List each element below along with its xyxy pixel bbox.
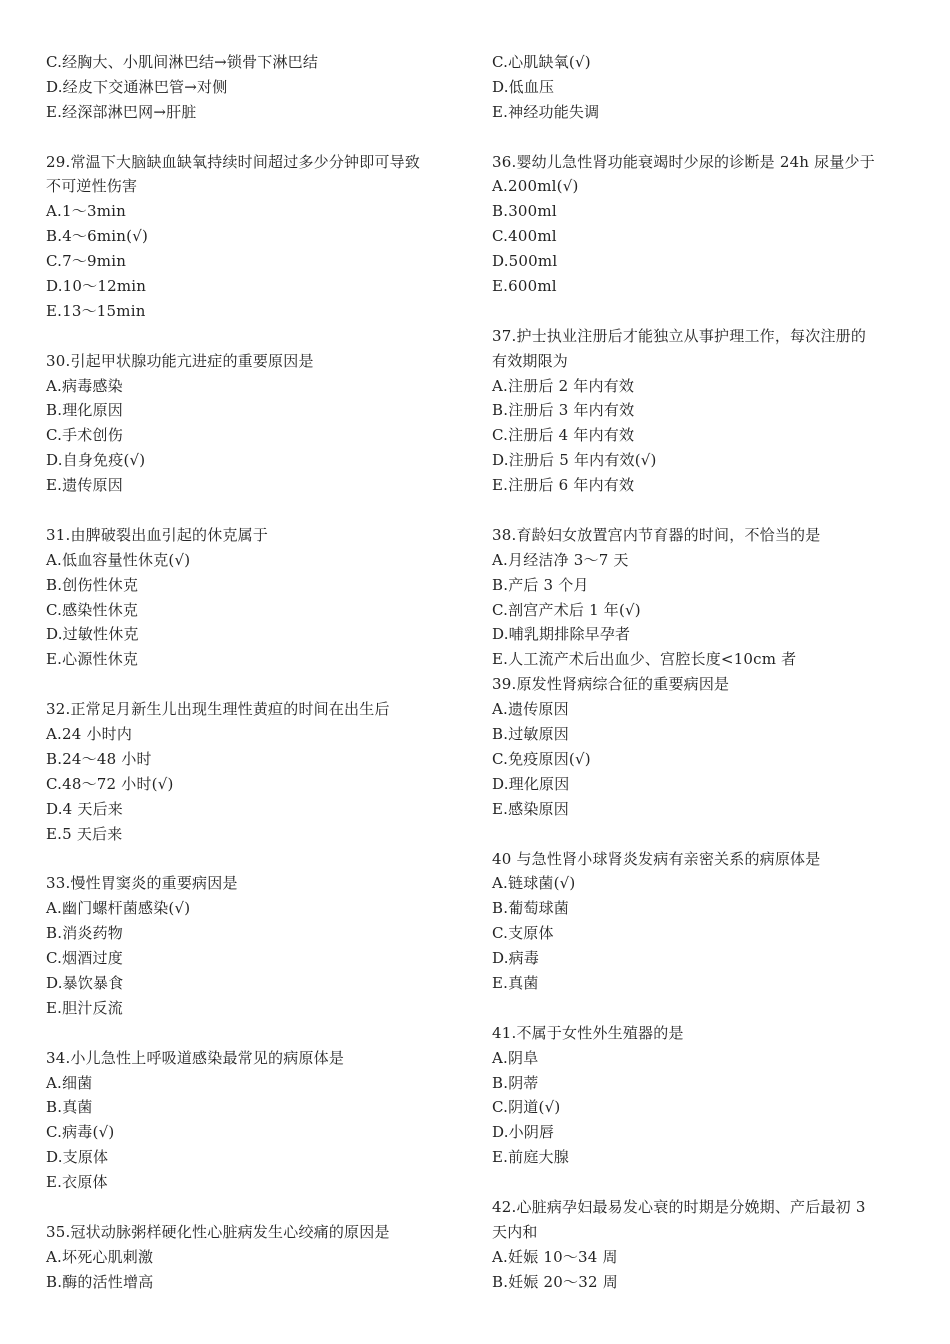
text-line: D.小阴唇 xyxy=(492,1123,555,1142)
block-spacer xyxy=(492,498,912,523)
text-line: E.600ml xyxy=(492,277,557,296)
text-line: E.5 天后来 xyxy=(46,824,123,843)
text-line: D.暴饮暴食 xyxy=(46,973,124,992)
text-line: B.妊娠 20～32 周 xyxy=(492,1272,618,1291)
text-line: C.48～72 小时(√) xyxy=(46,774,174,793)
text-line: B.创伤性休克 xyxy=(46,575,139,594)
text-line: 34.小儿急性上呼吸道感染最常见的病原体是 xyxy=(46,1048,345,1067)
block-spacer xyxy=(46,672,466,697)
text-line: E.注册后 6 年内有效 xyxy=(492,476,635,495)
text-line: D.注册后 5 年内有效(√) xyxy=(492,451,657,470)
text-line: 31.由脾破裂出血引起的休克属于 xyxy=(46,525,269,544)
text-line: B.产后 3 个月 xyxy=(492,575,589,594)
text-line: 30.引起甲状腺功能亢进症的重要原因是 xyxy=(46,351,314,370)
text-line: C.400ml xyxy=(492,227,557,246)
text-line: 40 与急性肾小球肾炎发病有亲密关系的病原体是 xyxy=(492,849,821,868)
text-line: A.低血容量性休克(√) xyxy=(46,550,191,569)
text-line: 36.婴幼儿急性肾功能衰竭时少尿的诊断是 24h 尿量少于 xyxy=(492,152,875,171)
text-line: 38.育龄妇女放置宫内节育器的时间，不恰当的是 xyxy=(492,525,821,544)
text-line: D.病毒 xyxy=(492,949,540,968)
right-column xyxy=(492,50,912,1295)
text-line: C.支原体 xyxy=(492,924,554,943)
text-line: A.阴阜 xyxy=(492,1048,539,1067)
text-line: D.自身免疫(√) xyxy=(46,451,146,470)
text-line: C.手术创伤 xyxy=(46,426,123,445)
text-line: A.幽门螺杆菌感染(√) xyxy=(46,899,191,918)
text-line: A.妊娠 10～34 周 xyxy=(492,1247,618,1266)
text-line: D.4 天后来 xyxy=(46,799,123,818)
block-spacer xyxy=(492,822,912,847)
block-spacer xyxy=(492,299,912,324)
text-line: 41.不属于女性外生殖器的是 xyxy=(492,1023,684,1042)
text-line: A.遗传原因 xyxy=(492,700,569,719)
text-line: E.13～15min xyxy=(46,301,146,320)
text-line: A.坏死心肌刺激 xyxy=(46,1247,154,1266)
text-line: B.24～48 小时 xyxy=(46,749,152,768)
text-line: 29.常温下大脑缺血缺氧持续时间超过多少分钟即可导致 xyxy=(46,152,421,171)
text-line: C.心肌缺氧(√) xyxy=(492,53,591,71)
text-line: C.感染性休克 xyxy=(46,600,139,619)
text-line: E.感染原因 xyxy=(492,799,569,818)
block-spacer xyxy=(46,1021,466,1046)
right-question-block xyxy=(492,1021,912,1170)
text-line: E.经深部淋巴网→肝脏 xyxy=(46,102,197,121)
text-line: 有效期限为 xyxy=(492,351,569,370)
text-line: B.真菌 xyxy=(46,1098,93,1117)
text-line: D.经皮下交通淋巴管→对侧 xyxy=(46,77,228,96)
text-line: E.真菌 xyxy=(492,973,539,992)
text-line: 39.原发性肾病综合征的重要病因是 xyxy=(492,675,730,694)
left-question-block xyxy=(46,1046,466,1195)
block-spacer xyxy=(492,125,912,150)
text-line: E.遗传原因 xyxy=(46,476,123,495)
right-question-block xyxy=(492,324,912,498)
text-line: C.注册后 4 年内有效 xyxy=(492,426,635,445)
text-line: 不可逆性伤害 xyxy=(46,177,138,196)
text-line: D.理化原因 xyxy=(492,774,570,793)
text-line: C.剖宫产术后 1 年(√) xyxy=(492,600,641,619)
block-spacer xyxy=(46,1195,466,1220)
text-line: 天内和 xyxy=(492,1222,538,1241)
right-question-block xyxy=(492,523,912,822)
text-line: B.理化原因 xyxy=(46,401,123,420)
text-line: C.7～9min xyxy=(46,252,127,271)
right-question-block xyxy=(492,1195,912,1295)
left-column xyxy=(46,50,466,1295)
text-line: C.经胸大、小肌间淋巴结→锁骨下淋巴结 xyxy=(46,53,319,71)
right-question-block xyxy=(492,150,912,299)
left-question-block xyxy=(46,871,466,1020)
text-line: A.24 小时内 xyxy=(46,725,133,744)
left-question-block xyxy=(46,349,466,498)
text-line: D.低血压 xyxy=(492,77,555,96)
text-line: A.注册后 2 年内有效 xyxy=(492,376,635,395)
text-line: E.人工流产术后出血少、宫腔长度<10cm 者 xyxy=(492,650,797,669)
text-line: A.细菌 xyxy=(46,1073,93,1092)
text-line: B.消炎药物 xyxy=(46,924,123,943)
text-line: E.衣原体 xyxy=(46,1173,108,1192)
text-line: C.阴道(√) xyxy=(492,1098,561,1117)
text-line: D.哺乳期排除早孕者 xyxy=(492,625,631,644)
text-line: A.200ml(√) xyxy=(492,177,579,196)
text-line: 33.慢性胃窦炎的重要病因是 xyxy=(46,874,238,893)
text-line: D.过敏性休克 xyxy=(46,625,139,644)
text-line: B.酶的活性增高 xyxy=(46,1272,154,1291)
text-line: A.病毒感染 xyxy=(46,376,123,395)
text-line: A.月经洁净 3～7 天 xyxy=(492,550,629,569)
text-line: A.1～3min xyxy=(46,202,126,221)
text-line: C.烟酒过度 xyxy=(46,949,123,968)
left-question-block xyxy=(46,1220,466,1295)
right-question-block xyxy=(492,847,912,996)
text-line: D.500ml xyxy=(492,252,558,271)
text-line: E.神经功能失调 xyxy=(492,102,600,121)
text-line: C.免疫原因(√) xyxy=(492,749,591,768)
text-line: D.10～12min xyxy=(46,277,147,296)
block-spacer xyxy=(46,847,466,872)
text-line: D.支原体 xyxy=(46,1148,109,1167)
left-question-block xyxy=(46,523,466,672)
text-line: 37.护士执业注册后才能独立从事护理工作，每次注册的 xyxy=(492,326,867,345)
text-line: C.病毒(√) xyxy=(46,1123,115,1142)
block-spacer xyxy=(492,1170,912,1195)
text-line: B.葡萄球菌 xyxy=(492,899,569,918)
text-line: 42.心脏病孕妇最易发心衰的时期是分娩期、产后最初 3 xyxy=(492,1197,866,1216)
right-question-block xyxy=(492,50,912,125)
block-spacer xyxy=(492,996,912,1021)
text-line: 32.正常足月新生儿出现生理性黄疸的时间在出生后 xyxy=(46,700,390,719)
block-spacer xyxy=(46,324,466,349)
left-question-block xyxy=(46,50,466,125)
text-line: E.前庭大腺 xyxy=(492,1148,569,1167)
text-line: A.链球菌(√) xyxy=(492,874,576,893)
block-spacer xyxy=(46,498,466,523)
text-line: E.心源性休克 xyxy=(46,650,139,669)
left-question-block xyxy=(46,697,466,846)
block-spacer xyxy=(46,125,466,150)
text-line: B.过敏原因 xyxy=(492,725,569,744)
text-line: B.4～6min(√) xyxy=(46,227,149,246)
left-question-block xyxy=(46,150,466,324)
text-line: B.注册后 3 年内有效 xyxy=(492,401,635,420)
text-line: B.300ml xyxy=(492,202,557,221)
text-line: B.阴蒂 xyxy=(492,1073,539,1092)
text-line: 35.冠状动脉粥样硬化性心脏病发生心绞痛的原因是 xyxy=(46,1222,390,1241)
text-line: E.胆汁反流 xyxy=(46,998,123,1017)
